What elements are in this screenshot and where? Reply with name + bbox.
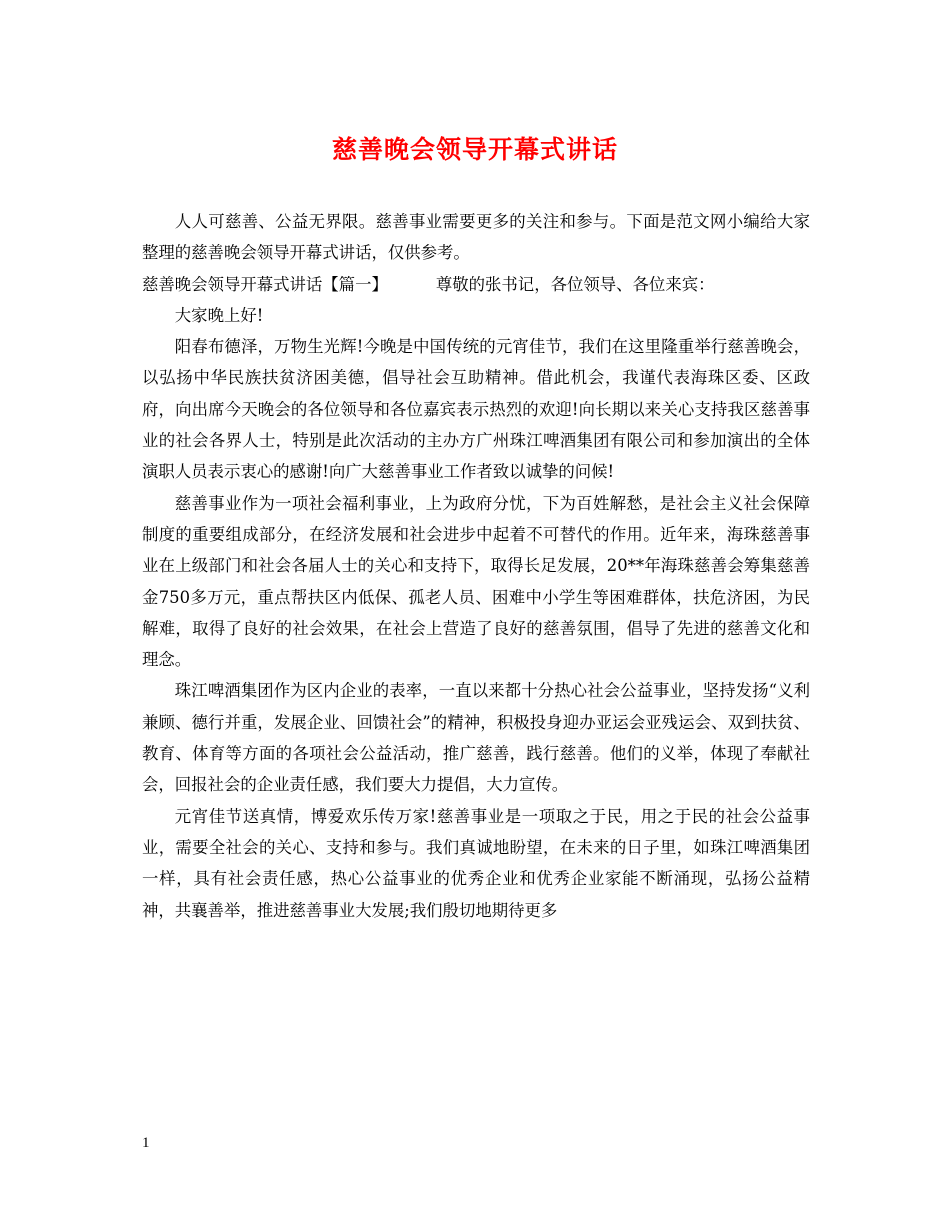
intro-paragraph: 人人可慈善、公益无界限。慈善事业需要更多的关注和参与。下面是范文网小编给大家整理的慈善晚会领导开幕式讲话，仅供参考。 [142,212,810,263]
body-paragraph: 阳春布德泽，万物生光辉!今晚是中国传统的元宵佳节，我们在这里隆重举行慈善晚会，以弘扬中华民族扶贫济困美德，倡导社会互助精神。借此机会，我谨代表海珠区委、区政府，向出席今天晚会的各位领导和各位嘉宾表示热烈的欢迎!向长期以来关心支持我区慈善事业的社会各界人士，特别是此次活动的主办方广州珠江啤酒集团有限公司和参加演出的全体演职人员表示衷心的感谢!向广大慈善事业工作者致以诚挚的问候! [142,337,810,482]
salutation: 尊敬的张书记，各位领导、各位来宾： [435,274,715,294]
section-heading-line [142,269,810,300]
greeting: 大家晚上好! [174,305,264,325]
section-heading: 慈善晚会领导开幕式讲话【篇一】 [142,274,388,294]
body-paragraph: 元宵佳节送真情，博爱欢乐传万家!慈善事业是一项取之于民，用之于民的社会公益事业，需要全社会的关心、支持和参与。我们真诚地盼望，在未来的日子里，如珠江啤酒集团一样，具有社会责任感，热心公益事业的优秀企业和优秀企业家能不断涌现，弘扬公益精神，共襄善举，推进慈善事业大发展;我们殷切地期待更多 [142,806,810,920]
page-number: 1 [142,1135,150,1151]
document-body [142,206,810,926]
body-paragraph: 珠江啤酒集团作为区内企业的表率，一直以来都十分热心社会公益事业，坚持发扬“义利兼顾、德行并重，发展企业、回馈社会”的精神，积极投身迎办亚运会亚残运会、双到扶贫、教育、体育等方面的各项社会公益活动，推广慈善，践行慈善。他们的义举，体现了奉献社会，回报社会的企业责任感，我们要大力提倡，大力宣传。 [142,681,810,795]
document-title: 慈善晚会领导开幕式讲话 [331,135,618,164]
body-paragraph: 慈善事业作为一项社会福利事业，上为政府分忧，下为百姓解愁，是社会主义社会保障制度的重要组成部分，在经济发展和社会进步中起着不可替代的作用。近年来，海珠慈善事业在上级部门和社会各届人士的关心和支持下，取得长足发展，20**年海珠慈善会筹集慈善金750多万元，重点帮扶区内低保、孤老人员、困难中小学生等困难群体，扶危济困，为民解难，取得了良好的社会效果，在社会上营造了良好的慈善氛围，倡导了先进的慈善文化和理念。 [142,493,810,670]
